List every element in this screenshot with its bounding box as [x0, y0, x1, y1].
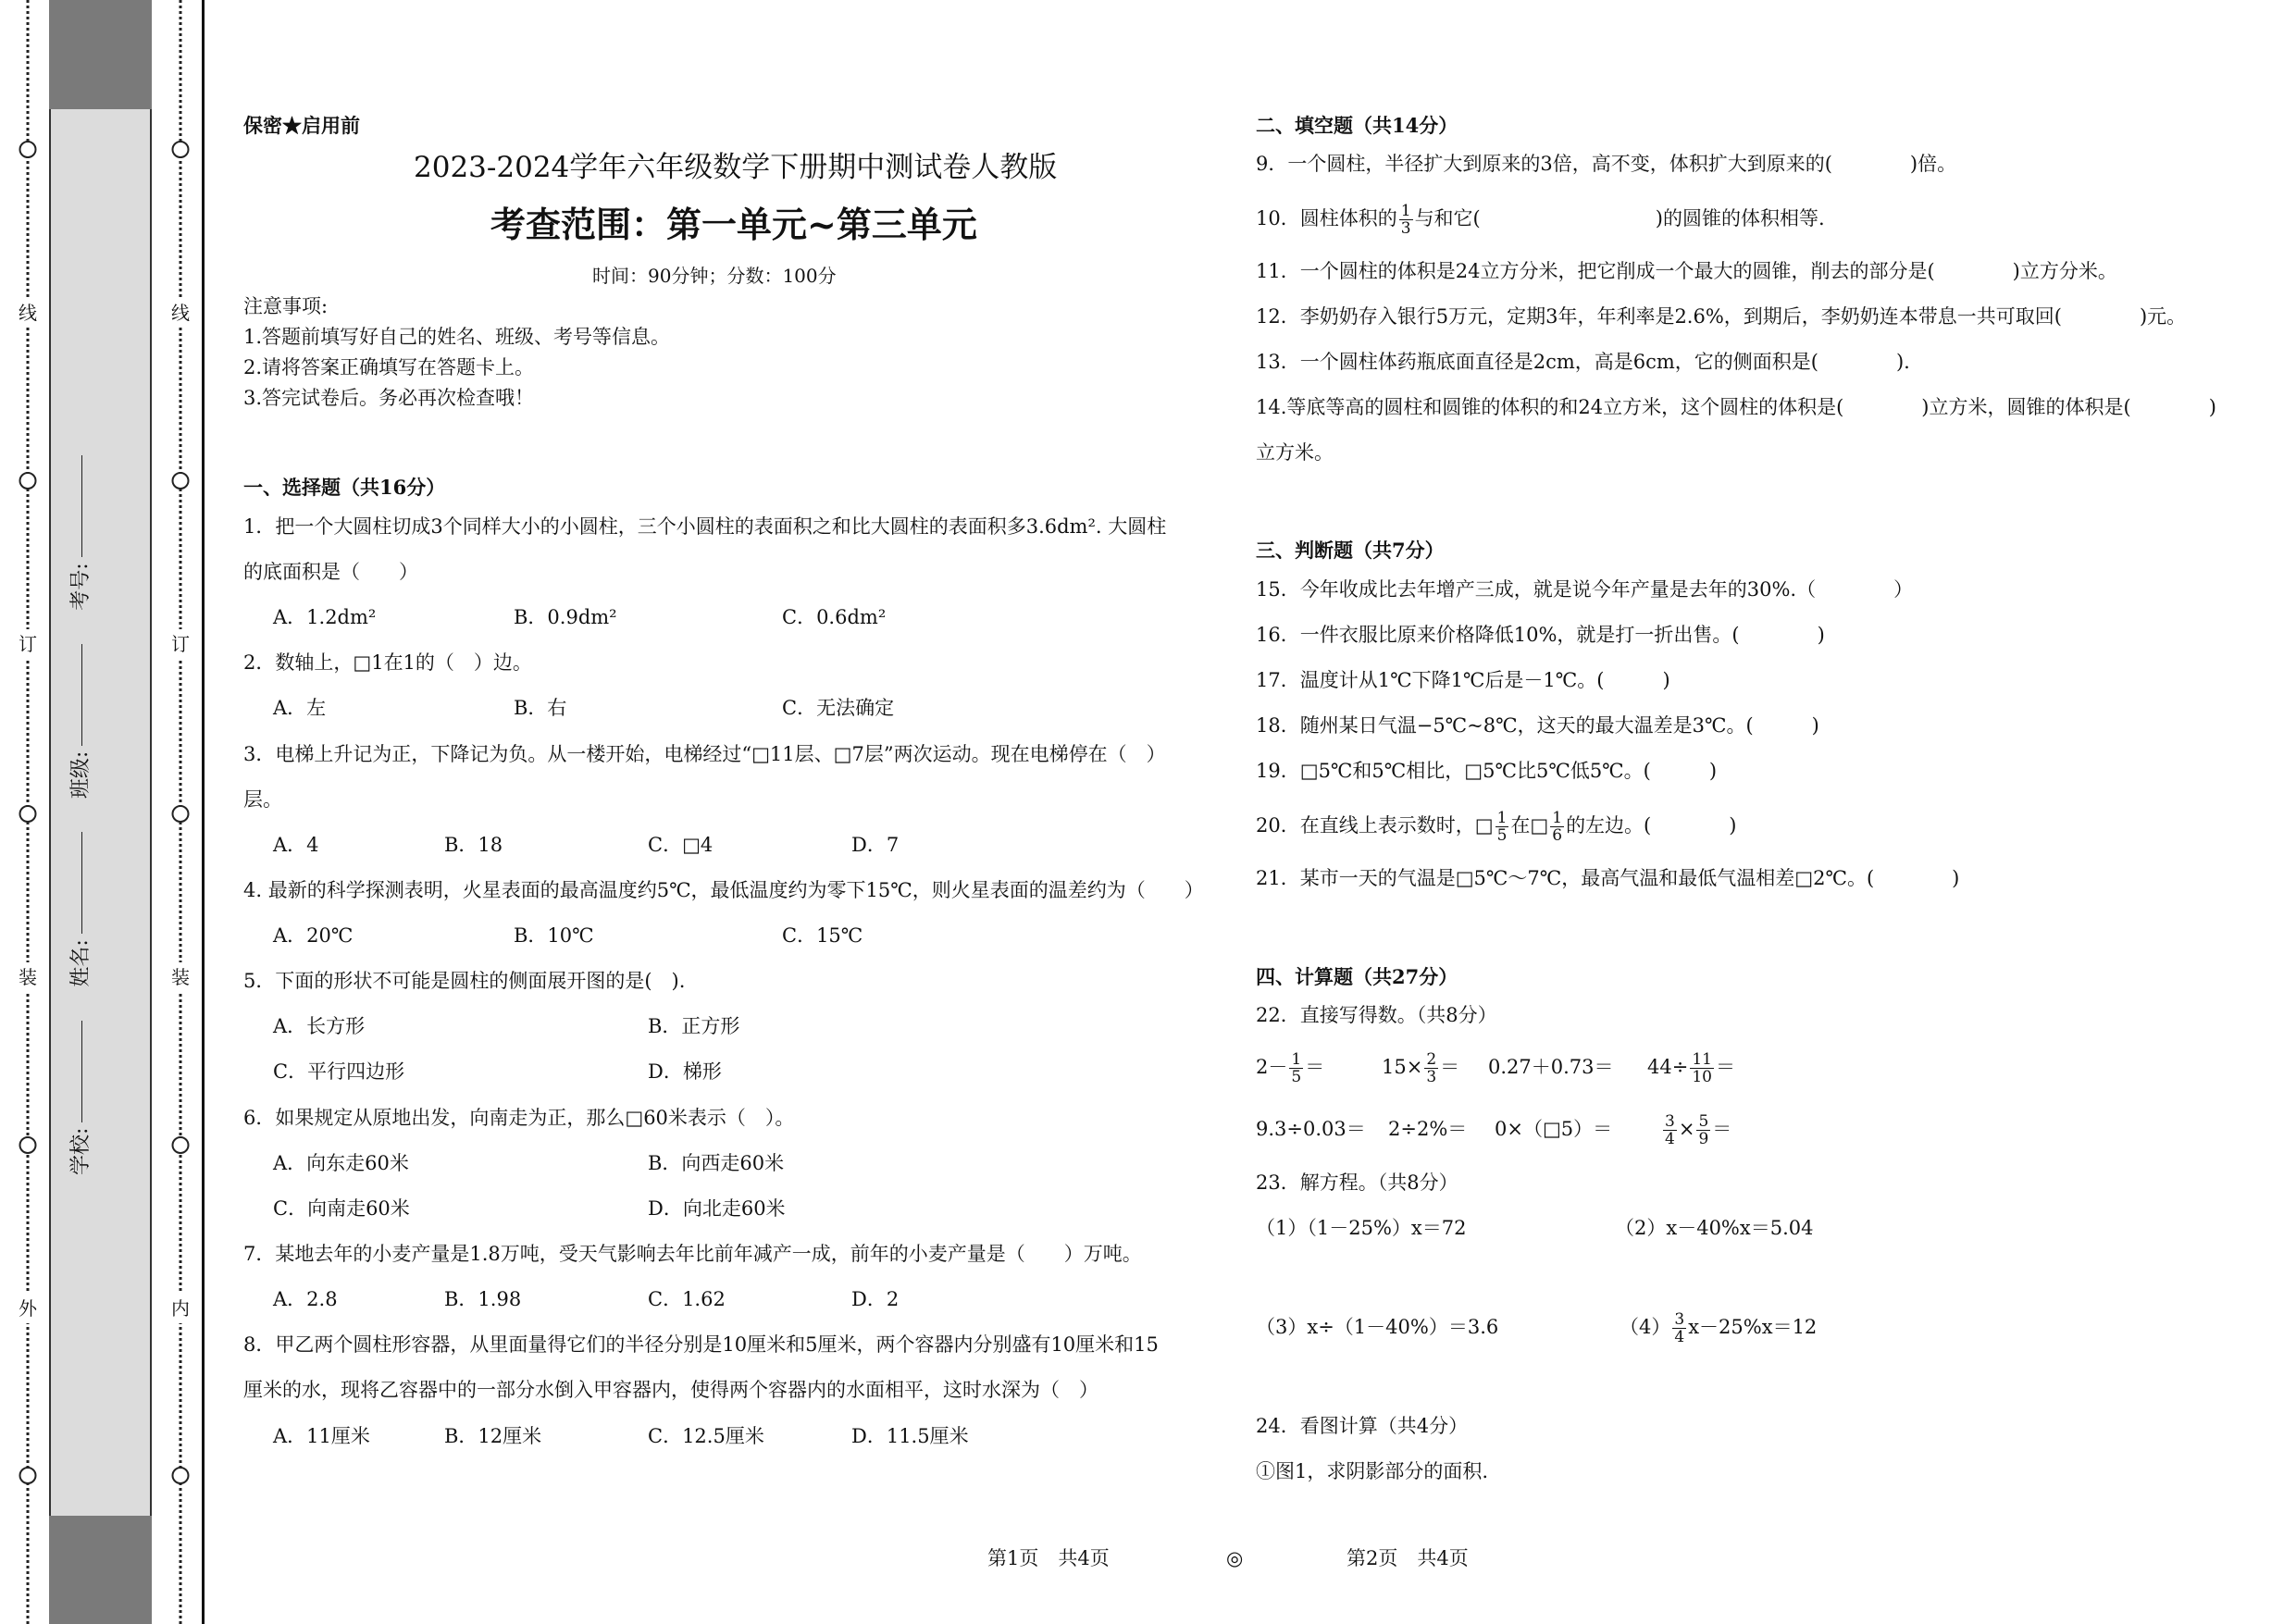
calc-item — [1661, 1106, 1731, 1152]
question-text: 14.等底等高的圆柱和圆锥的体积的和24立方米，这个圆柱的体积是( )立方米，圆锥的体积是( ) — [1256, 396, 2216, 418]
question-part: 20．在直线上表示数时，□ — [1256, 814, 1494, 837]
option[interactable]: A．长方形 — [273, 1015, 366, 1037]
hole-circle — [172, 141, 190, 158]
option[interactable]: D．7 — [851, 834, 900, 856]
numerator: 1 — [1496, 809, 1508, 827]
hole-circle — [19, 805, 37, 823]
hole-circle — [172, 472, 190, 490]
calc-item — [1382, 1044, 1459, 1090]
time-score: 时间：90分钟；分数：100分 — [592, 265, 837, 287]
hole-circle — [172, 1467, 190, 1484]
numerator: 1 — [1291, 1050, 1302, 1069]
option[interactable]: C．无法确定 — [782, 697, 895, 719]
question-text: 11．一个圆柱的体积是24立方分米，把它削成一个最大的圆锥，削去的部分是( )立方分米。 — [1256, 260, 2117, 282]
denominator: 6 — [1552, 826, 1563, 845]
hole-circle — [19, 141, 37, 158]
question-text: 15．今年收成比去年增产三成，就是说今年产量是去年的30%.（ ） — [1256, 578, 1914, 601]
option[interactable]: A．4 — [273, 834, 319, 856]
page-number-left: 第1页 共4页 — [987, 1547, 1110, 1569]
question-text: 3．电梯上升记为正，下降记为负。从一楼开始，电梯经过“□11层、□7层”两次运动。现在电梯停在（ ） — [243, 743, 1166, 765]
calc-part: × — [1678, 1118, 1695, 1140]
question-part: 在□ — [1510, 814, 1549, 837]
calc-part: ＝ — [1715, 1056, 1735, 1078]
option[interactable]: D．向北走60米 — [648, 1197, 786, 1220]
question-text: 层。 — [243, 788, 282, 811]
note-item: 2.请将答案正确填写在答题卡上。 — [243, 356, 535, 378]
question-text: 24．看图计算（共4分） — [1256, 1415, 1469, 1437]
name-label: 姓名: — [69, 939, 93, 987]
calc-item — [1647, 1044, 1735, 1090]
margin-char: 装 — [171, 962, 190, 992]
denominator: 5 — [1496, 826, 1508, 845]
option[interactable]: C．15℃ — [782, 924, 863, 947]
section-title: 三、判断题（共7分） — [1256, 539, 1445, 562]
option[interactable]: B．12厘米 — [444, 1425, 542, 1447]
note-item: 1.答题前填写好自己的姓名、班级、考号等信息。 — [243, 326, 671, 348]
option[interactable]: B．0.9dm² — [514, 606, 617, 628]
question-text: 2．数轴上，□1在1的（ ）边。 — [243, 651, 532, 674]
equation-part: （4） — [1620, 1316, 1671, 1338]
margin-char: 内 — [171, 1294, 190, 1323]
student-info-fields — [65, 450, 93, 1175]
question-text: ①图1，求阴影部分的面积. — [1256, 1460, 1489, 1482]
question-text: 22．直接写得数。（共8分） — [1256, 1004, 1497, 1026]
class-label: 班级: — [69, 750, 93, 800]
numerator: 2 — [1426, 1050, 1437, 1069]
fraction — [1696, 1113, 1710, 1147]
secret-label: 保密★启用前 — [243, 114, 360, 137]
option[interactable]: C．向南走60米 — [273, 1197, 410, 1220]
option[interactable]: A．向东走60米 — [273, 1152, 409, 1174]
option[interactable]: A．11厘米 — [273, 1425, 370, 1447]
margin-char: 线 — [19, 298, 37, 328]
fraction — [1690, 1051, 1714, 1085]
calc-item: 2÷2%＝ — [1388, 1118, 1468, 1140]
inner-dotted-line — [167, 0, 194, 1624]
hole-circle — [19, 1136, 37, 1154]
question-text: 17．温度计从1℃下降1℃后是－1℃。( ) — [1256, 669, 1670, 691]
question-text: 18．随州某日气温−5℃~8℃，这天的最大温差是3℃。( ) — [1256, 714, 1819, 737]
question-text: 7．某地去年的小麦产量是1.8万吨，受天气影响去年比前年减产一成，前年的小麦产量是（ ）万吨。 — [243, 1243, 1142, 1265]
margin-char: 外 — [19, 1294, 37, 1323]
question-text: 厘米的水，现将乙容器中的一部分水倒入甲容器内，使得两个容器内的水面相平，这时水深为（ ） — [243, 1379, 1098, 1401]
numerator: 11 — [1692, 1050, 1712, 1069]
section-title: 四、计算题（共27分） — [1256, 965, 1458, 988]
numerator: 5 — [1698, 1112, 1709, 1131]
denominator: 9 — [1698, 1130, 1709, 1148]
hole-circle — [172, 1136, 190, 1154]
fraction — [1663, 1113, 1677, 1147]
numerator: 1 — [1400, 202, 1411, 220]
numerator: 1 — [1552, 809, 1563, 827]
margin-char: 订 — [19, 629, 37, 659]
option[interactable]: C．12.5厘米 — [648, 1425, 764, 1447]
fraction — [1424, 1051, 1438, 1085]
option[interactable]: B．1.98 — [444, 1288, 522, 1310]
exam-title: 2023-2024学年六年级数学下册期中测试卷人教版 — [414, 151, 1058, 184]
question-text: 立方米。 — [1256, 441, 1334, 464]
margin-char: 订 — [171, 629, 190, 659]
section-title: 二、填空题（共14分） — [1256, 114, 1458, 137]
question-text: 12．李奶奶存入银行5万元，定期3年，年利率是2.6%，到期后，李奶奶连本带息一共可取回( )元。 — [1256, 305, 2187, 328]
option[interactable]: D．11.5厘米 — [851, 1425, 969, 1447]
denominator: 10 — [1692, 1068, 1712, 1086]
denominator: 5 — [1291, 1068, 1302, 1086]
option[interactable]: C．□4 — [648, 834, 714, 856]
margin-char: 装 — [19, 962, 37, 992]
numerator: 3 — [1674, 1310, 1685, 1329]
question-text — [1256, 196, 1825, 241]
name-blank[interactable] — [65, 832, 82, 934]
outer-dotted-line — [14, 0, 42, 1624]
section-title: 一、选择题（共16分） — [243, 476, 446, 499]
notes-title: 注意事项: — [243, 295, 329, 317]
option[interactable]: D．2 — [851, 1288, 900, 1310]
question-text: 4. 最新的科学探测表明，火星表面的最高温度约5℃，最低温度约为零下15℃，则火星表面的温差约为（ ） — [243, 879, 1204, 901]
option[interactable]: B．10℃ — [514, 924, 594, 947]
fraction — [1289, 1051, 1303, 1085]
fraction — [1550, 810, 1564, 844]
question-text: 13．一个圆柱体药瓶底面直径是2cm，高是6cm，它的侧面积是( ). — [1256, 351, 1910, 373]
option[interactable]: C．平行四边形 — [273, 1060, 405, 1083]
calc-part: 44÷ — [1647, 1056, 1689, 1078]
option[interactable]: A．左 — [273, 697, 327, 719]
binding-band-top — [49, 0, 152, 109]
exam-scope: 考查范围：第一单元~第三单元 — [490, 204, 977, 245]
question-text: 23．解方程。（共8分） — [1256, 1172, 1458, 1194]
calc-part: ＝ — [1305, 1056, 1325, 1078]
question-text: 的底面积是（ ） — [243, 561, 418, 583]
option[interactable]: A．1.2dm² — [273, 606, 377, 628]
hole-circle — [19, 472, 37, 490]
question-text: 19．□5℃和5℃相比，□5℃比5℃低5℃。( ) — [1256, 760, 1718, 782]
class-blank[interactable] — [65, 644, 82, 746]
fraction — [1496, 810, 1509, 844]
hole-circle — [19, 1467, 37, 1484]
option[interactable]: D．梯形 — [648, 1060, 722, 1083]
question-text: 8．甲乙两个圆柱形容器，从里面量得它们的半径分别是10厘米和5厘米，两个容器内分别盛有10厘米和15 — [243, 1333, 1159, 1356]
option[interactable]: A．2.8 — [273, 1288, 338, 1310]
exam-number-blank[interactable] — [65, 455, 82, 557]
option[interactable]: A．20℃ — [273, 924, 354, 947]
option[interactable]: B．18 — [444, 834, 503, 856]
question-text: 21．某市一天的气温是□5℃～7℃，最高气温和最低气温相差□2℃。( ) — [1256, 867, 1960, 889]
question-part: 的左边。( ) — [1566, 814, 1737, 837]
equation-part: x－25%x＝12 — [1688, 1316, 1818, 1338]
calc-part: ＝ — [1440, 1056, 1460, 1078]
note-item: 3.答完试卷后。务必再次检查哦！ — [243, 387, 535, 409]
option[interactable]: C．0.6dm² — [782, 606, 887, 628]
option[interactable]: B．向西走60米 — [648, 1152, 785, 1174]
question-text: 6．如果规定从原地出发，向南走为正，那么□60米表示（ ）。 — [243, 1107, 795, 1129]
question-part: 10．圆柱体积的 — [1256, 207, 1397, 229]
equation: （2）x－40%x＝5.04 — [1615, 1217, 1814, 1239]
margin-char: 线 — [171, 298, 190, 328]
numerator: 3 — [1665, 1112, 1675, 1131]
calc-item: 9.3÷0.03＝ — [1256, 1118, 1366, 1140]
denominator: 4 — [1674, 1328, 1685, 1346]
binding-band-bottom — [49, 1516, 152, 1624]
fraction — [1672, 1311, 1686, 1345]
school-label: 学校: — [69, 1127, 93, 1175]
denominator: 3 — [1426, 1068, 1437, 1086]
equation — [1620, 1304, 1817, 1350]
option[interactable]: B．右 — [514, 697, 567, 719]
center-mark: ◎ — [1226, 1547, 1244, 1569]
calc-item: 0×（□5）＝ — [1495, 1118, 1613, 1140]
calc-part: ＝ — [1712, 1118, 1732, 1140]
equation: （1）（1－25%）x＝72 — [1256, 1217, 1467, 1239]
calc-part: 2－ — [1256, 1056, 1288, 1078]
denominator: 3 — [1400, 219, 1411, 238]
question-text: 9．一个圆柱，半径扩大到原来的3倍，高不变，体积扩大到原来的( )倍。 — [1256, 153, 1957, 175]
question-text — [1256, 803, 1736, 848]
question-text: 1．把一个大圆柱切成3个同样大小的小圆柱，三个小圆柱的表面积之和比大圆柱的表面积多3.6dm². 大圆柱 — [243, 515, 1167, 538]
exam-number-label: 考号: — [69, 563, 93, 611]
calc-part: 15× — [1382, 1056, 1423, 1078]
calc-item — [1256, 1044, 1324, 1090]
calc-item: 0.27＋0.73＝ — [1488, 1056, 1614, 1078]
question-text: 16．一件衣服比原来价格降低10%，就是打一折出售。( ) — [1256, 624, 1825, 646]
option[interactable]: C．1.62 — [648, 1288, 726, 1310]
question-part: 与和它( )的圆锥的体积相等. — [1414, 207, 1825, 229]
denominator: 4 — [1665, 1130, 1675, 1148]
margin-border-line — [202, 0, 205, 1624]
equation: （3）x÷（1－40%）＝3.6 — [1256, 1316, 1499, 1338]
fraction — [1399, 203, 1413, 237]
option[interactable]: B．正方形 — [648, 1015, 740, 1037]
school-blank[interactable] — [65, 1021, 82, 1122]
hole-circle — [172, 805, 190, 823]
question-text: 5．下面的形状不可能是圆柱的侧面展开图的是( ). — [243, 970, 686, 992]
page-number-right: 第2页 共4页 — [1347, 1547, 1469, 1569]
